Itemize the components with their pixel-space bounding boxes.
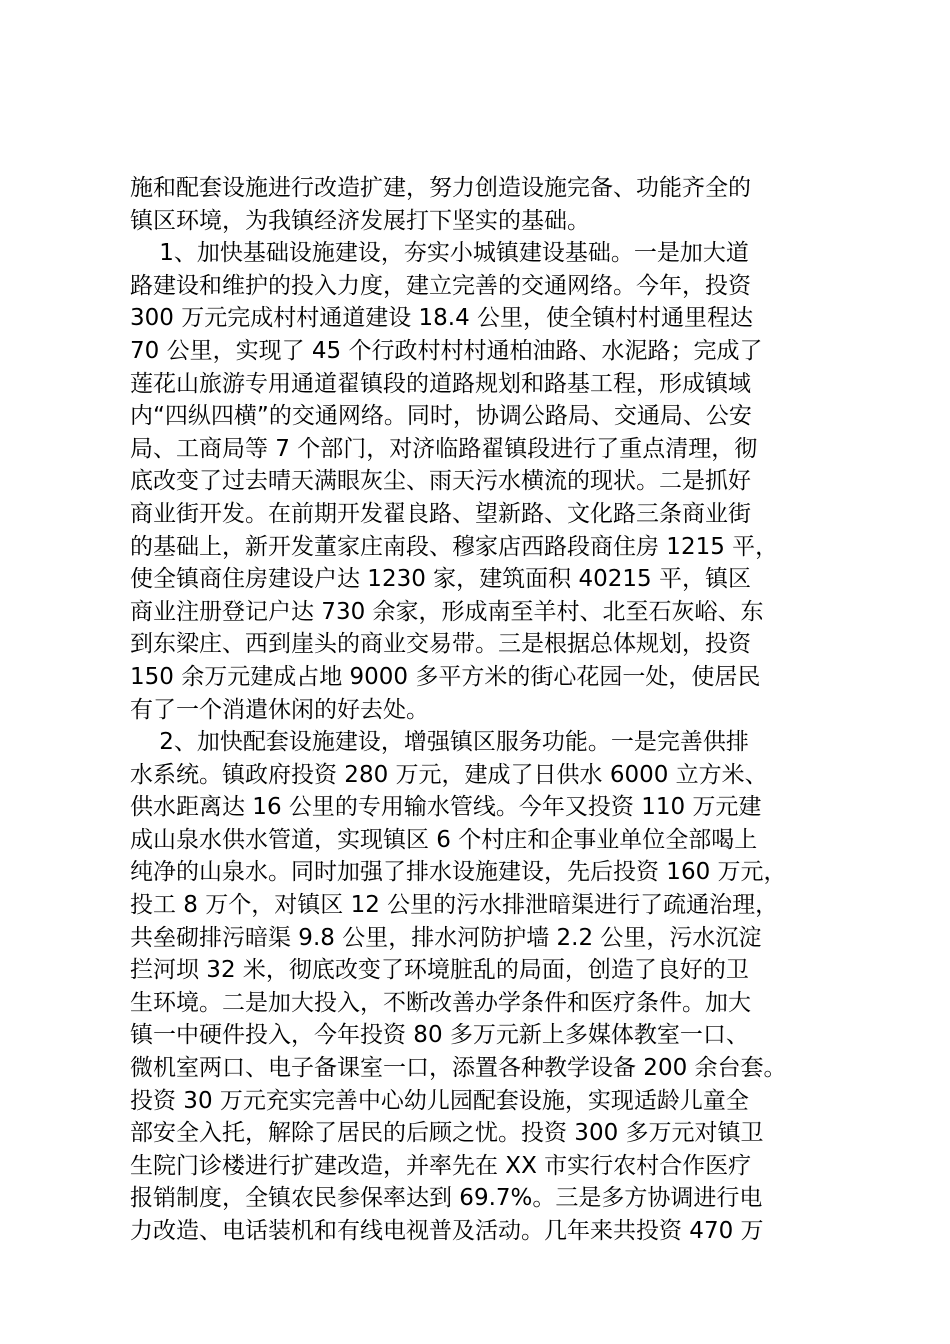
text-line-9: 局、工商局等 7 个部门，对济临路翟镇段进行了重点清理，彻 <box>130 435 758 462</box>
text-line-29: 投资 30 万元充实完善中心幼儿园配套设施，实现适龄儿童全 <box>130 1087 749 1114</box>
text-line-6: 70 公里，实现了 45 个行政村村村通柏油路、水泥路；完成了 <box>130 337 763 364</box>
text-line-32: 报销制度，全镇农民参保率达到 69.7%。三是多方协调进行电 <box>130 1185 763 1212</box>
text-line-10: 底改变了过去晴天满眼灰尘、雨天污水横流的现状。二是抓好 <box>130 468 751 495</box>
text-line-26: 生环境。二是加大投入，不断改善办学条件和医疗条件。加大 <box>130 989 751 1016</box>
text-line-27: 镇一中硬件投入，今年投资 80 多万元新上多媒体教室一口、 <box>130 1022 749 1049</box>
body-text <box>130 172 850 1248</box>
text-line-28: 微机室两口、电子备课室一口，添置各种教学设备 200 余台套。 <box>130 1055 787 1082</box>
text-line-13: 使全镇商住房建设户达 1230 家，建筑面积 40215 平，镇区 <box>130 566 751 593</box>
text-line-17: 有了一个消遣休闲的好去处。 <box>130 696 429 723</box>
paragraph-1-start: 1、加快基础设施建设，夯实小城镇建设基础。一是加大道 <box>130 240 749 267</box>
text-line-21: 成山泉水供水管道，实现镇区 6 个村庄和企事业单位全部喝上 <box>130 826 758 853</box>
text-line-14: 商业注册登记户达 730 余家，形成南至羊村、北至石灰峪、东 <box>130 598 764 625</box>
text-line-8: 内“四纵四横”的交通网络。同时，协调公路局、交通局、公安 <box>130 403 752 430</box>
text-line-23: 投工 8 万个，对镇区 12 公里的污水排泄暗渠进行了疏通治理， <box>130 892 779 919</box>
text-line-5: 300 万元完成村村通道建设 18.4 公里，使全镇村村通里程达 <box>130 305 754 332</box>
text-line-11: 商业街开发。在前期开发翟良路、望新路、文化路三条商业街 <box>130 500 751 527</box>
text-line-19: 水系统。镇政府投资 280 万元，建成了日供水 6000 立方米、 <box>130 761 768 788</box>
text-line-30: 部安全入托，解除了居民的后顾之忧。投资 300 多万元对镇卫 <box>130 1120 764 1147</box>
text-line-22: 纯净的山泉水。同时加强了排水设施建设，先后投资 160 万元， <box>130 859 787 886</box>
text-line-24: 共垒砌排污暗渠 9.8 公里，排水河防护墙 2.2 公里，污水沉淀 <box>130 924 762 951</box>
text-line-15: 到东梁庄、西到崖头的商业交易带。三是根据总体规划，投资 <box>130 631 751 658</box>
text-line-1: 施和配套设施进行改造扩建，努力创造设施完备、功能齐全的 <box>130 175 751 201</box>
paragraph-2-start: 2、加快配套设施建设，增强镇区服务功能。一是完善供排 <box>130 729 749 756</box>
text-line-25: 拦河坝 32 米，彻底改变了环境脏乱的局面，创造了良好的卫 <box>130 957 749 984</box>
text-line-7: 莲花山旅游专用通道翟镇段的道路规划和路基工程，形成镇域 <box>130 370 751 397</box>
text-line-12: 的基础上，新开发董家庄南段、穆家店西路段商住房 1215 平， <box>130 533 779 560</box>
text-line-16: 150 余万元建成占地 9000 多平方米的街心花园一处，使居民 <box>130 663 761 690</box>
text-line-31: 生院门诊楼进行扩建改造，并率先在 XX 市实行农村合作医疗 <box>130 1152 752 1179</box>
text-line-2: 镇区环境，为我镇经济发展打下坚实的基础。 <box>130 207 590 234</box>
text-line-20: 供水距离达 16 公里的专用输水管线。今年又投资 110 万元建 <box>130 794 762 821</box>
text-line-33: 力改造、电话装机和有线电视普及活动。几年来共投资 470 万 <box>130 1218 764 1244</box>
text-line-4: 路建设和维护的投入力度，建立完善的交通网络。今年，投资 <box>130 272 751 299</box>
